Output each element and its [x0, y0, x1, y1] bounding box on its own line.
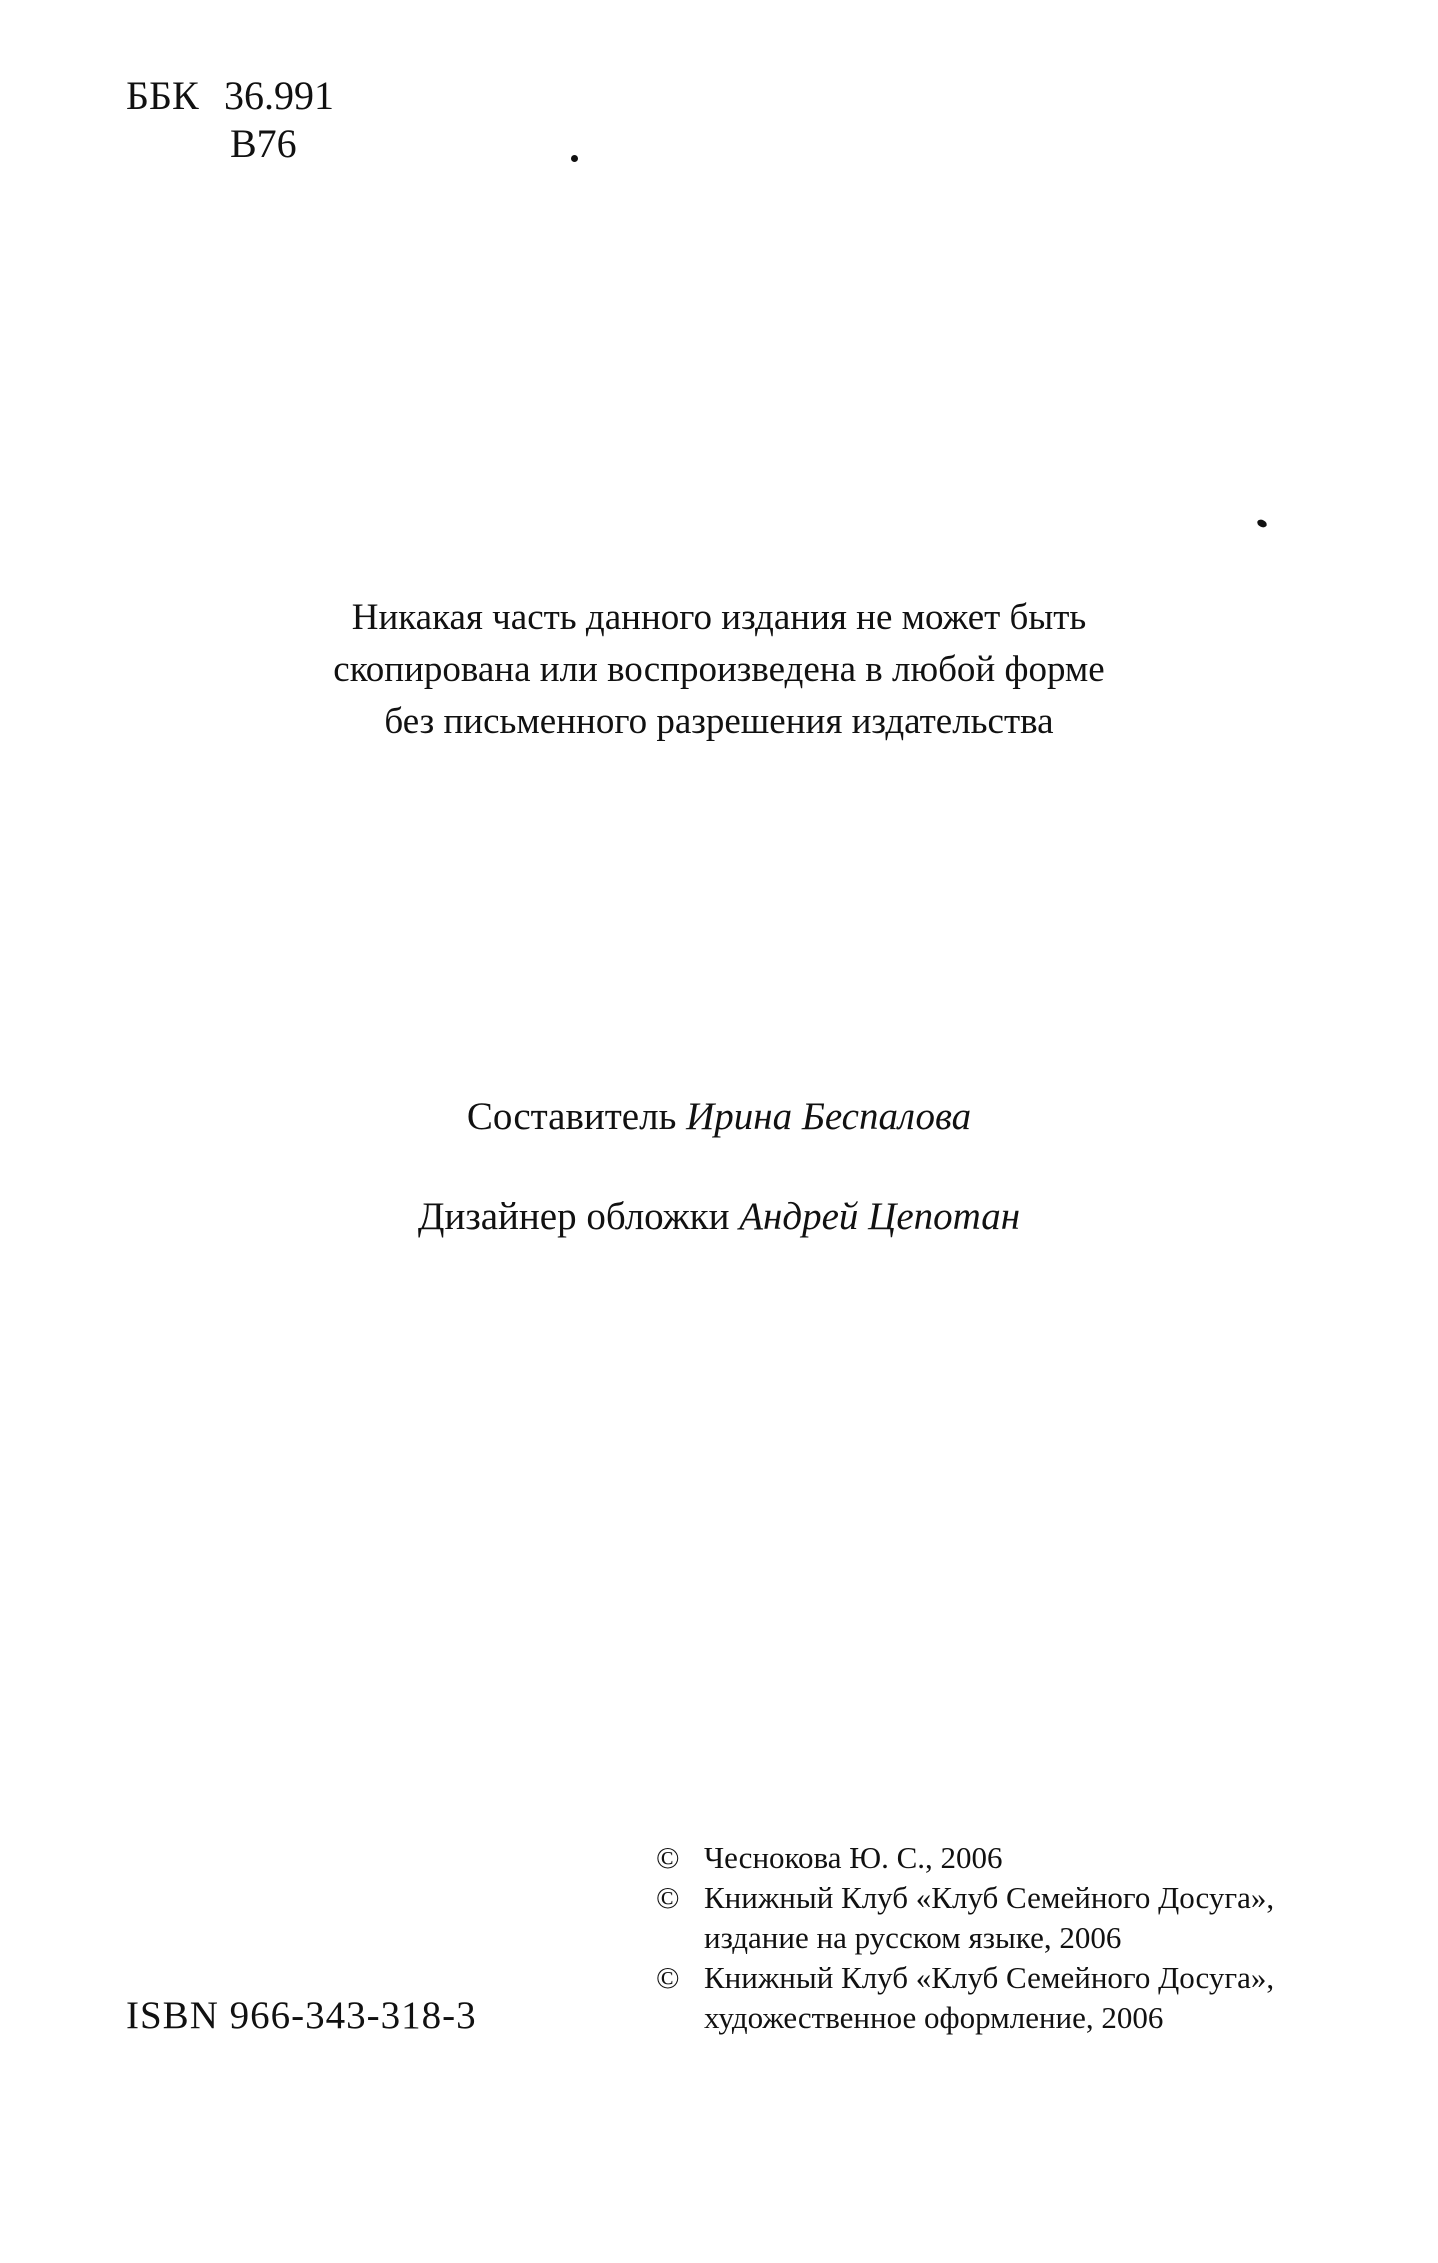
copyright-symbol: © [656, 1880, 680, 1915]
copyright-notice [200, 592, 1238, 748]
designer-name: Андрей Цепотан [739, 1195, 1021, 1238]
copyright-line: издание на русском языке, 2006 [704, 1920, 1122, 1955]
copyright-item [656, 1878, 1274, 1958]
notice-line: без письменного разрешения издательства [384, 701, 1054, 742]
designer-role: Дизайнер обложки [417, 1195, 730, 1238]
notice-line: скопирована или воспроизведена в любой форме [333, 649, 1105, 690]
copyright-symbol: © [656, 1840, 680, 1875]
bbk-row [126, 72, 334, 120]
bbk-label: ББК [126, 73, 199, 118]
copyright-item [656, 1958, 1274, 2038]
print-speck [571, 155, 578, 162]
bbk-classification [126, 72, 334, 168]
notice-line: Никакая часть данного издания не может быть [351, 597, 1087, 638]
author-mark: В76 [230, 121, 297, 166]
print-speck [1256, 518, 1268, 529]
copyright-item [656, 1838, 1274, 1878]
copyright-line: Чеснокова Ю. С., 2006 [704, 1840, 1003, 1875]
isbn: ISBN 966-343-318-3 [126, 1994, 477, 2037]
designer-credit [200, 1194, 1238, 1239]
bbk-code: 36.991 [224, 73, 334, 118]
copyright-symbol: © [656, 1960, 680, 1995]
compiler-role: Составитель [466, 1095, 677, 1138]
compiler-name: Ирина Беспалова [686, 1095, 972, 1138]
copyright-list [656, 1838, 1274, 2038]
copyright-line: Книжный Клуб «Клуб Семейного Досуга», [704, 1880, 1275, 1915]
copyright-line: Книжный Клуб «Клуб Семейного Досуга», [704, 1960, 1275, 1995]
compiler-credit [200, 1094, 1238, 1139]
copyright-line: художественное оформление, 2006 [704, 2000, 1164, 2035]
